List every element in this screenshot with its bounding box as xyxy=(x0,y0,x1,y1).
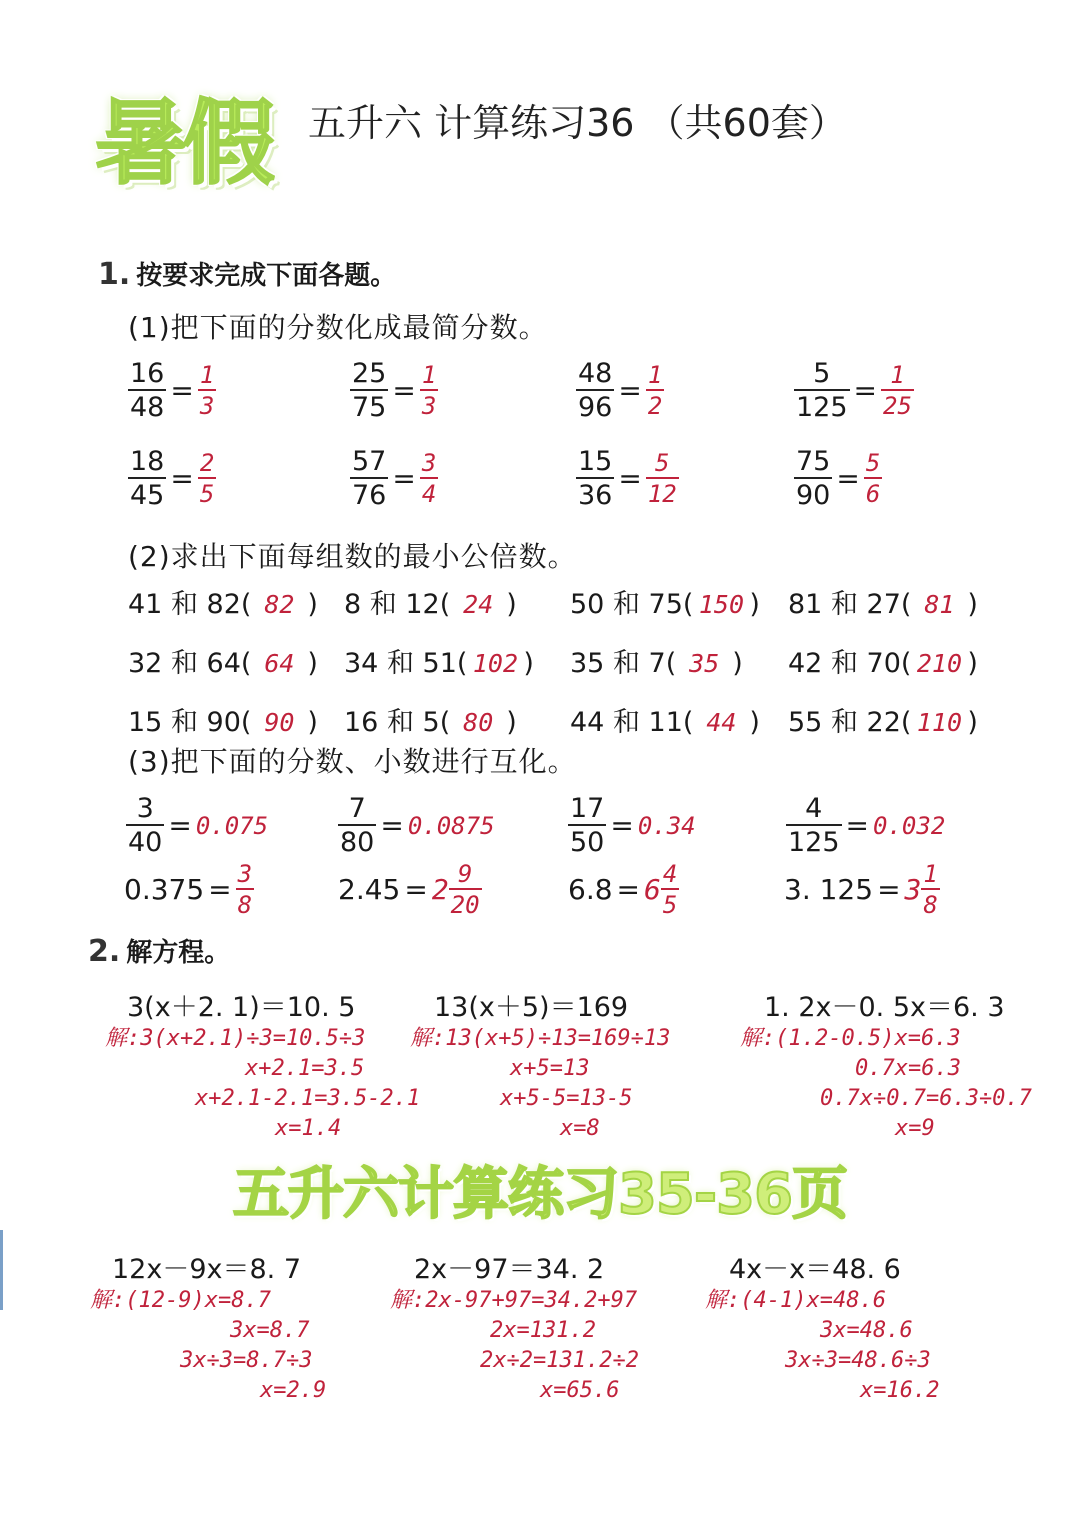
answer-fraction-denominator: 5 xyxy=(198,477,216,506)
answer-decimal: 0.032 xyxy=(873,811,946,840)
q2-number: 2. xyxy=(88,934,121,969)
solution-step: 0.7x÷0.7=6.3÷0.7 xyxy=(820,1086,1032,1111)
lcm-item xyxy=(128,700,344,739)
paren-close: ) xyxy=(732,648,743,679)
answer-fraction xyxy=(420,363,438,418)
equation-text: 3(x＋2. 1)＝10. 5 xyxy=(127,992,356,1023)
equation-4 xyxy=(90,1247,326,1406)
answer-fraction-denominator: 3 xyxy=(198,389,216,418)
answer-decimal: 0.075 xyxy=(195,811,269,840)
answer-fraction-numerator: 1 xyxy=(647,361,663,389)
given-fraction-denominator: 76 xyxy=(350,477,388,509)
solution-step: 3x=48.6 xyxy=(820,1318,913,1343)
equals-sign: = xyxy=(392,462,416,495)
page-title: 五升六 计算练习36 （共60套） xyxy=(308,101,847,145)
equals-sign: = xyxy=(168,809,192,842)
lcm-answer: 44 xyxy=(706,708,737,737)
given-fraction-numerator: 17 xyxy=(570,793,605,824)
given-fraction-denominator: 36 xyxy=(576,477,614,509)
equation-text: 12x－9x＝8. 7 xyxy=(112,1254,302,1285)
frac-to-dec-item xyxy=(126,795,268,856)
equation-5 xyxy=(390,1247,639,1406)
equals-sign: = xyxy=(618,462,642,495)
answer-fraction-denominator: 25 xyxy=(881,389,914,418)
lcm-answer: 64 xyxy=(264,649,295,678)
given-fraction-numerator: 15 xyxy=(578,446,613,477)
equals-sign: = xyxy=(618,374,642,407)
frac-to-dec-item xyxy=(338,795,495,856)
answer-fraction-denominator: 2 xyxy=(646,389,664,418)
answer-fraction xyxy=(198,363,216,418)
lcm-question: 81 和 27( xyxy=(788,589,912,620)
lcm-row xyxy=(128,641,1008,680)
paren-close: ) xyxy=(749,589,760,620)
given-fraction-numerator: 7 xyxy=(348,793,366,824)
given-decimal: 0.375 xyxy=(124,873,205,906)
answer-fraction-numerator: 9 xyxy=(457,860,473,888)
answer-fraction-numerator: 1 xyxy=(923,860,938,888)
simplify-item xyxy=(128,448,216,509)
paren-close: ) xyxy=(967,589,978,620)
equation-text: 1. 2x－0. 5x＝6. 3 xyxy=(764,992,1005,1023)
equals-sign: = xyxy=(170,462,194,495)
paren-close: ) xyxy=(307,648,318,679)
given-fraction xyxy=(350,360,388,421)
equals-sign: = xyxy=(392,374,416,407)
equals-sign: = xyxy=(845,809,870,842)
equals-sign: = xyxy=(170,374,194,407)
paren-close: ) xyxy=(967,648,978,679)
dec-to-frac-item xyxy=(784,862,940,917)
q1-part3-title: (3)把下面的分数、小数进行互化。 xyxy=(128,745,577,778)
answer-decimal: 0.0875 xyxy=(407,811,495,840)
answer-fraction xyxy=(921,862,939,917)
solution-step: x=2.9 xyxy=(260,1378,327,1403)
lcm-grid xyxy=(128,582,1008,759)
solution-step: x=8 xyxy=(560,1116,600,1141)
lcm-question: 41 和 82( xyxy=(128,589,252,620)
answer-decimal: 0.34 xyxy=(637,811,696,840)
solution-step: x+5=13 xyxy=(510,1056,590,1081)
lcm-question: 8 和 12( xyxy=(344,589,451,620)
logo-summer: 暑假 xyxy=(95,90,272,197)
lcm-answer: 102 xyxy=(472,649,518,678)
given-fraction-denominator: 45 xyxy=(128,477,166,509)
simplify-item xyxy=(576,360,664,421)
dec-to-frac-item xyxy=(124,862,254,917)
q1-number: 1. xyxy=(98,257,131,292)
equation-text: 13(x＋5)＝169 xyxy=(434,992,629,1023)
given-fraction-denominator: 48 xyxy=(128,389,166,421)
lcm-answer: 110 xyxy=(916,708,962,737)
paren-close: ) xyxy=(506,707,517,738)
answer-fraction-numerator: 1 xyxy=(199,361,215,389)
lcm-question: 50 和 75( xyxy=(570,589,694,620)
given-fraction-denominator: 75 xyxy=(350,389,388,421)
solution-step: 3x÷3=48.6÷3 xyxy=(785,1348,931,1373)
solution-step: 解:3(x+2.1)÷3=10.5÷3 xyxy=(105,1026,366,1051)
lcm-item xyxy=(128,641,344,680)
solution-step: x+5-5=13-5 xyxy=(500,1086,633,1111)
lcm-question: 15 和 90( xyxy=(128,707,252,738)
given-fraction-numerator: 4 xyxy=(805,793,823,824)
answer-fraction-numerator: 5 xyxy=(865,449,881,477)
solution-step: x+2.1-2.1=3.5-2.1 xyxy=(195,1086,421,1111)
dec-to-frac-item xyxy=(338,862,482,917)
answer-fraction xyxy=(236,862,254,917)
answer-fraction xyxy=(881,363,914,418)
answer-fraction xyxy=(864,451,882,506)
solution-step: x+2.1=3.5 xyxy=(245,1056,365,1081)
equation-text: 2x－97＝34. 2 xyxy=(414,1254,605,1285)
q2-heading xyxy=(88,932,230,969)
answer-fraction-numerator: 4 xyxy=(662,860,678,888)
given-fraction xyxy=(128,360,166,421)
answer-fraction xyxy=(646,451,679,506)
answer-fraction-denominator: 8 xyxy=(236,888,254,917)
given-fraction-denominator: 80 xyxy=(338,824,376,856)
dec-to-frac-item xyxy=(568,862,679,917)
lcm-item xyxy=(788,700,1008,739)
solution-step: 解:(12-9)x=8.7 xyxy=(90,1288,271,1313)
answer-fraction-denominator: 20 xyxy=(449,888,482,917)
solution-step: 3x=8.7 xyxy=(230,1318,310,1343)
simplify-item xyxy=(350,360,438,421)
edge-mark xyxy=(0,1230,3,1310)
lcm-question: 16 和 5( xyxy=(344,707,451,738)
lcm-item xyxy=(128,582,344,621)
q1-title: 按要求完成下面各题。 xyxy=(136,261,397,291)
answer-fraction-denominator: 5 xyxy=(661,888,679,917)
equals-sign: = xyxy=(853,374,878,407)
lcm-answer: 80 xyxy=(463,708,494,737)
lcm-item xyxy=(344,641,570,680)
lcm-answer: 35 xyxy=(689,649,720,678)
answer-fraction-numerator: 5 xyxy=(655,449,670,477)
answer-fraction xyxy=(198,451,216,506)
lcm-item xyxy=(344,700,570,739)
simplify-item xyxy=(794,360,914,421)
solution-step: 2x÷2=131.2÷2 xyxy=(480,1348,639,1373)
lcm-question: 44 和 11( xyxy=(570,707,694,738)
given-fraction-denominator: 96 xyxy=(576,389,614,421)
answer-fraction-denominator: 4 xyxy=(420,477,438,506)
lcm-answer: 150 xyxy=(698,590,744,619)
answer-whole: 2 xyxy=(431,873,449,906)
frac-to-dec-item xyxy=(786,795,945,856)
given-fraction-numerator: 57 xyxy=(352,446,387,477)
equals-sign: = xyxy=(616,873,640,906)
solution-steps xyxy=(740,1024,1032,1144)
given-fraction xyxy=(794,360,850,421)
given-decimal: 3. 125 xyxy=(784,873,874,906)
given-fraction xyxy=(794,448,832,509)
lcm-row xyxy=(128,700,1008,739)
solution-steps xyxy=(105,1024,420,1144)
lcm-answer: 210 xyxy=(916,649,962,678)
answer-fraction-denominator: 3 xyxy=(420,389,438,418)
q1-heading xyxy=(98,255,396,292)
equation-3 xyxy=(740,985,1032,1144)
equation-text: 4x－x＝48. 6 xyxy=(729,1254,901,1285)
solution-step: x=65.6 xyxy=(540,1378,620,1403)
given-fraction xyxy=(338,795,376,856)
lcm-item xyxy=(344,582,570,621)
given-fraction xyxy=(576,448,614,509)
answer-fraction xyxy=(449,862,482,917)
lcm-item xyxy=(570,641,788,680)
answer-fraction-numerator: 3 xyxy=(237,860,253,888)
equals-sign: = xyxy=(877,873,901,906)
paren-close: ) xyxy=(523,648,534,679)
answer-fraction-denominator: 12 xyxy=(646,477,679,506)
answer-fraction-numerator: 2 xyxy=(199,449,215,477)
solution-steps xyxy=(705,1286,939,1406)
answer-fraction xyxy=(420,451,438,506)
answer-fraction-numerator: 1 xyxy=(421,361,437,389)
q1-part1-title: (1)把下面的分数化成最简分数。 xyxy=(128,311,548,344)
given-fraction-numerator: 3 xyxy=(136,793,154,824)
paren-close: ) xyxy=(749,707,760,738)
solution-step: x=1.4 xyxy=(275,1116,342,1141)
simplify-item xyxy=(350,448,438,509)
given-fraction xyxy=(126,795,164,856)
lcm-question: 32 和 64( xyxy=(128,648,252,679)
solution-steps xyxy=(410,1024,670,1144)
simplify-item xyxy=(576,448,679,509)
simplify-item xyxy=(794,448,882,509)
given-fraction xyxy=(786,795,842,856)
simplify-item xyxy=(128,360,216,421)
lcm-answer: 82 xyxy=(264,590,295,619)
answer-whole: 6 xyxy=(644,873,661,906)
given-fraction xyxy=(128,448,166,509)
equation-1 xyxy=(105,985,420,1144)
answer-whole: 3 xyxy=(904,873,922,906)
paren-close: ) xyxy=(307,589,318,620)
lcm-row xyxy=(128,582,1008,621)
paren-close: ) xyxy=(307,707,318,738)
solution-step: x=9 xyxy=(895,1116,935,1141)
q1-part2-title: (2)求出下面每组数的最小公倍数。 xyxy=(128,540,577,573)
equals-sign: = xyxy=(208,873,232,906)
given-fraction-denominator: 90 xyxy=(794,477,832,509)
solution-step: 2x=131.2 xyxy=(490,1318,596,1343)
equation-6 xyxy=(705,1247,939,1406)
given-fraction-denominator: 125 xyxy=(794,389,850,421)
given-fraction-denominator: 125 xyxy=(786,824,842,856)
given-fraction xyxy=(350,448,388,509)
given-fraction-numerator: 48 xyxy=(578,358,613,389)
lcm-item xyxy=(570,700,788,739)
solution-steps xyxy=(90,1286,326,1406)
equals-sign: = xyxy=(404,873,428,906)
solution-step: 解:(4-1)x=48.6 xyxy=(705,1288,886,1313)
q2-title: 解方程。 xyxy=(126,938,231,968)
paren-close: ) xyxy=(506,589,517,620)
given-fraction-numerator: 75 xyxy=(796,446,831,477)
given-fraction xyxy=(576,360,614,421)
given-fraction-numerator: 16 xyxy=(130,358,165,389)
lcm-answer: 24 xyxy=(463,590,494,619)
solution-step: 解:(1.2-0.5)x=6.3 xyxy=(740,1026,961,1051)
given-fraction-numerator: 5 xyxy=(813,358,831,389)
solution-step: 解:2x-97+97=34.2+97 xyxy=(390,1288,638,1313)
solution-steps xyxy=(390,1286,639,1406)
given-decimal: 6.8 xyxy=(568,873,613,906)
solution-step: x=16.2 xyxy=(860,1378,940,1403)
fraction-simplify-grid xyxy=(128,360,988,520)
equation-2 xyxy=(410,985,670,1144)
solution-step: 解:13(x+5)÷13=169÷13 xyxy=(410,1026,671,1051)
paren-close: ) xyxy=(967,707,978,738)
given-fraction-denominator: 40 xyxy=(126,824,164,856)
frac-to-dec-item xyxy=(568,795,696,856)
lcm-answer: 90 xyxy=(264,708,295,737)
lcm-item xyxy=(570,582,788,621)
lcm-item xyxy=(788,582,1008,621)
banner-text: 五升六计算练习35-36页 xyxy=(232,1162,848,1227)
solution-step: 0.7x=6.3 xyxy=(855,1056,961,1081)
answer-fraction-numerator: 3 xyxy=(421,449,437,477)
equals-sign: = xyxy=(836,462,860,495)
given-fraction xyxy=(568,795,606,856)
answer-fraction-numerator: 1 xyxy=(890,361,905,389)
given-decimal: 2.45 xyxy=(338,873,401,906)
lcm-question: 55 和 22( xyxy=(788,707,912,738)
answer-fraction xyxy=(661,862,679,917)
lcm-question: 35 和 7( xyxy=(570,648,677,679)
answer-fraction xyxy=(646,363,664,418)
lcm-question: 42 和 70( xyxy=(788,648,912,679)
equals-sign: = xyxy=(610,809,634,842)
given-fraction-numerator: 25 xyxy=(352,358,387,389)
given-fraction-denominator: 50 xyxy=(568,824,606,856)
lcm-item xyxy=(788,641,1008,680)
lcm-question: 34 和 51( xyxy=(344,648,468,679)
given-fraction-numerator: 18 xyxy=(130,446,165,477)
answer-fraction-denominator: 8 xyxy=(921,888,939,917)
lcm-answer: 81 xyxy=(924,590,955,619)
equals-sign: = xyxy=(380,809,404,842)
answer-fraction-denominator: 6 xyxy=(864,477,882,506)
solution-step: 3x÷3=8.7÷3 xyxy=(180,1348,313,1373)
